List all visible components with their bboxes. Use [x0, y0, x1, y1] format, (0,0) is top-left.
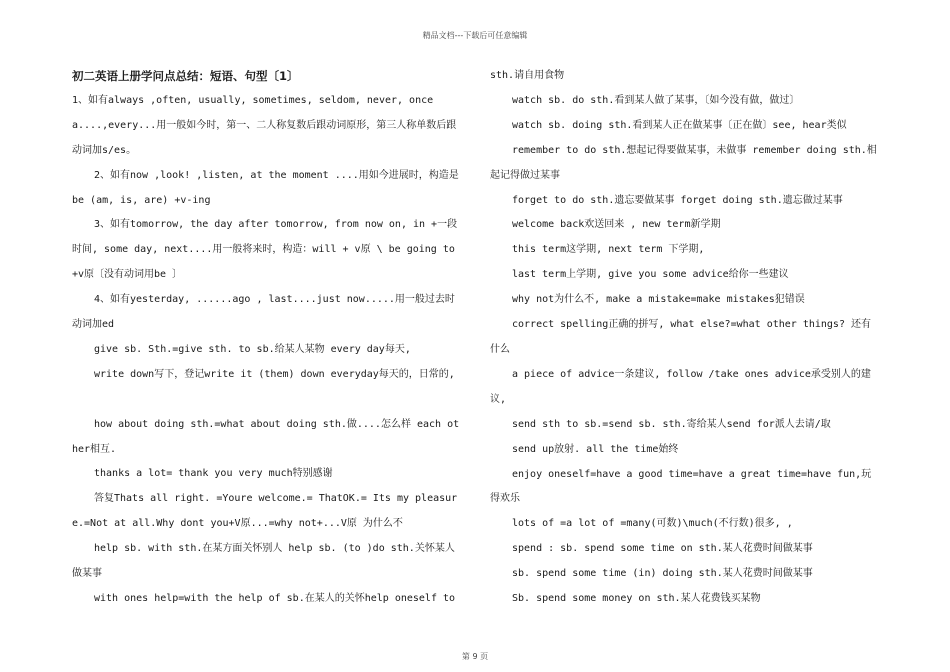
phrase-line: enjoy oneself=have a good time=have a great time=have fun,玩得欢乐 — [490, 468, 872, 505]
phrase-line: spend : sb. spend some time on sth.某人花费时间做某事 — [512, 543, 813, 555]
phrase-line: a piece of advice一条建议, follow /take ones advice承受别人的建议, — [490, 368, 871, 405]
page-footer: 第 9 页 — [461, 652, 489, 661]
phrase-line: Sb. spend some money on sth.某人花费钱买某物 — [512, 593, 761, 605]
phrase-line: help sb. with sth.在某方面关怀别人 help sb. (to )do sth.关怀某人做某事 — [72, 543, 455, 580]
phrase-line: welcome back欢送回来 , new term新学期 — [512, 219, 721, 231]
phrase-line: send sth to sb.=send sb. sth.寄给某人send for派人去请/取 — [512, 418, 831, 430]
phrase-line: why not为什么不, make a mistake=make mistakes犯错误 — [512, 294, 805, 306]
document-title: 初二英语上册学问点总结：短语、句型〔1〕 — [72, 69, 299, 83]
phrase-line: remember to do sth.想起记得要做某事，未做事 remember doing sth.相起记得做过某事 — [490, 144, 877, 181]
phrase-line: give sb. Sth.=give sth. to sb.给某人某物 every day每天, — [94, 343, 411, 355]
phrase-line: forget to do sth.遗忘要做某事 forget doing sth.遗忘做过某事 — [512, 194, 843, 206]
phrase-line: how about doing sth.=what about doing sth.做....怎么样 each other相互. — [72, 418, 460, 455]
rule-2: 2、如有now ,look! ,listen, at the moment ....用如今进展时，构造是be (am, is, are) +v-ing — [72, 169, 459, 206]
phrase-line: sth.请自用食物 — [490, 70, 565, 81]
phrase-line: sb. spend some time (in) doing sth.某人花费时间做某事 — [512, 568, 813, 580]
phrase-line: with ones help=with the help of sb.在某人的关怀help oneself to — [94, 593, 456, 605]
right-column — [490, 64, 880, 612]
phrase-line: thanks a lot= thank you very much特别感谢 — [94, 468, 333, 480]
blank-line — [72, 388, 462, 413]
phrase-line: write down写下，登记write it (them) down everyday每天的，日常的, — [94, 368, 455, 380]
left-column — [72, 64, 462, 612]
phrase-line: send up放射. all the time始终 — [512, 443, 679, 455]
phrase-line: this term这学期, next term 下学期, — [512, 244, 705, 256]
rule-1: 1、如有always ,often, usually, sometimes, seldom, never, once a....,every...用一般如今时，第一、二人称复数后跟动词原形，第三人称单数后跟动词加s/es。 — [72, 94, 457, 156]
phrase-line: watch sb. doing sth.看到某人正在做某事〔正在做〕see, hear类似 — [512, 119, 847, 131]
rule-3: 3、如有tomorrow, the day after tomorrow, from now on, in +一段时间, some day, next....用一般将来时，构造：will + v原 \ be going to +v原〔没有动词用be 〕 — [72, 219, 458, 281]
page-header: 精品文档---下载后可任意编辑 — [422, 31, 528, 40]
phrase-line: correct spelling正确的拼写, what else?=what other things? 还有什么 — [490, 319, 871, 355]
phrase-line: 答复Thats all right. =Youre welcome.= ThatOK.= Its my pleasure.=Not at all.Why dont you+V原...=why not+...V原 为什么不 — [72, 493, 458, 530]
phrase-line: watch sb. do sth.看到某人做了某事，〔如今没有做，做过〕 — [512, 94, 800, 106]
phrase-line: lots of =a lot of =many(可数)\much(不行数)很多, , — [512, 518, 793, 530]
rule-4: 4、如有yesterday, ......ago , last....just now.....用一般过去时动词加ed — [72, 294, 455, 331]
phrase-line: last term上学期, give you some advice给你一些建议 — [512, 269, 789, 281]
